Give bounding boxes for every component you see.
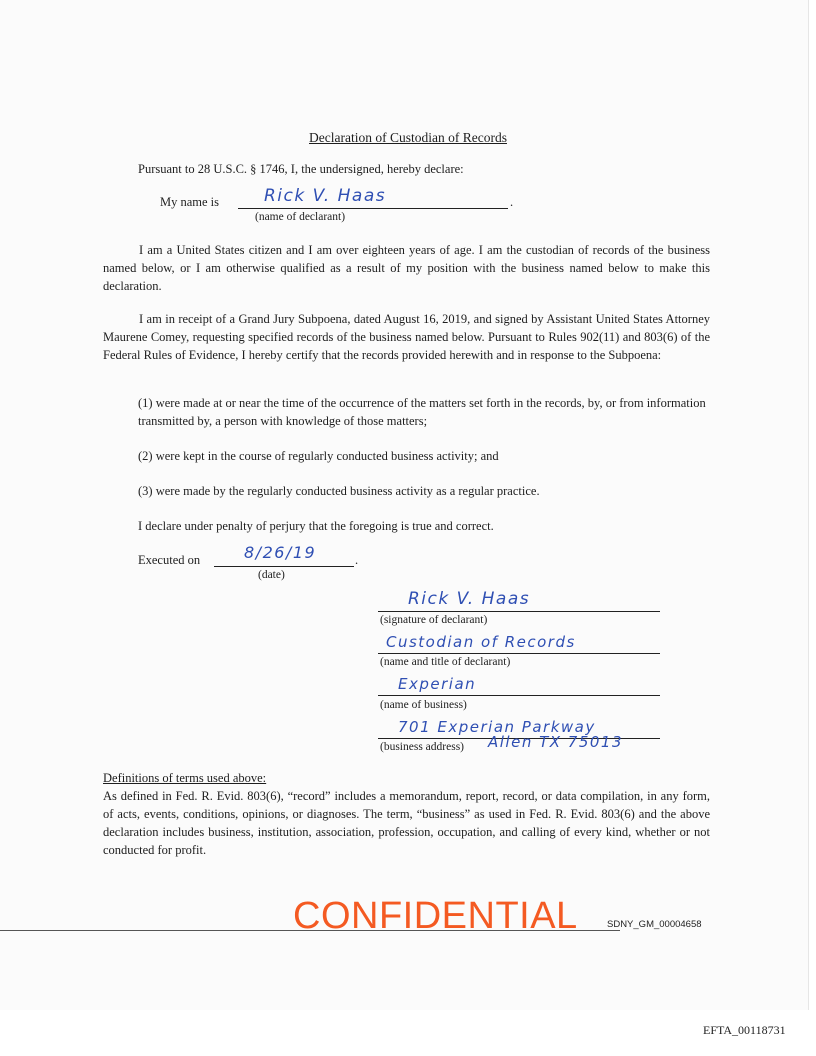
definitions-heading: Definitions of terms used above: bbox=[103, 771, 267, 785]
signature-handwritten: Rick V. Haas bbox=[408, 589, 531, 609]
executed-date-handwritten: 8/26/19 bbox=[244, 543, 317, 562]
footer-rule bbox=[0, 930, 620, 931]
title-handwritten: Custodian of Records bbox=[386, 633, 576, 651]
name-period: . bbox=[510, 195, 514, 209]
business-line bbox=[378, 673, 660, 696]
name-fill-line bbox=[238, 186, 508, 209]
perjury-declaration: I declare under penalty of perjury that the foregoing is true and correct. bbox=[138, 519, 494, 533]
intro-statement: Pursuant to 28 U.S.C. § 1746, I, the undersigned, hereby declare: bbox=[138, 162, 464, 176]
address-caption: (business address) bbox=[380, 741, 464, 753]
confidential-stamp: CONFIDENTIAL bbox=[293, 895, 578, 937]
business-handwritten: Experian bbox=[398, 675, 477, 693]
title-line bbox=[378, 631, 660, 654]
signature-caption: (signature of declarant) bbox=[380, 614, 488, 626]
certification-item-2: (2) were kept in the course of regularly conducted business activity; and bbox=[138, 449, 499, 463]
date-caption: (date) bbox=[258, 569, 285, 581]
signature-line bbox=[378, 589, 660, 612]
subpoena-paragraph: I am in receipt of a Grand Jury Subpoena, dated August 16, 2019, and signed by Assistant United States Attorney Maurene Comey, requesting specified records of the business named below. Pursuant to Rules 902(11) and 803(6) of the Federal Rules of Evidence, I hereby certify that the records provided herewith and in response to the Subpoena: bbox=[103, 312, 710, 362]
certification-item-1: (1) were made at or near the time of the occurrence of the matters set forth in the records, by, or from information transmitted by, a person with knowledge of those matters; bbox=[138, 396, 706, 428]
title-caption: (name and title of declarant) bbox=[380, 656, 511, 668]
name-handwritten: Rick V. Haas bbox=[264, 186, 387, 206]
efta-number: EFTA_00118731 bbox=[703, 1023, 786, 1037]
address-line-2-handwritten: Allen TX 75013 bbox=[488, 733, 624, 751]
date-period: . bbox=[355, 553, 359, 567]
executed-label: Executed on bbox=[138, 553, 201, 567]
certification-item-3: (3) were made by the regularly conducted business activity as a regular practice. bbox=[138, 484, 540, 498]
definitions-text: As defined in Fed. R. Evid. 803(6), “record” includes a memorandum, report, record, or data compilation, in any form, of acts, events, conditions, opinions, or diagnoses. The term, “business” as used in Fed. R. Evid. 803(6) and the above declaration includes business, institution, association, profession, occupation, and calling of every kind, whether or not conducted for profit. bbox=[103, 789, 710, 857]
bates-number: SDNY_GM_00004658 bbox=[607, 919, 702, 930]
name-label: My name is bbox=[160, 195, 220, 209]
address-line-1-handwritten: 701 Experian Parkway bbox=[398, 718, 596, 736]
document-title: Declaration of Custodian of Records bbox=[309, 130, 507, 145]
citizen-paragraph: I am a United States citizen and I am over eighteen years of age. I am the custodian of records of the business named below, or I am otherwise qualified as a result of my position with the business named below to make this declaration. bbox=[103, 243, 710, 293]
business-caption: (name of business) bbox=[380, 699, 467, 711]
name-caption: (name of declarant) bbox=[255, 211, 346, 223]
date-fill-line bbox=[214, 543, 354, 567]
